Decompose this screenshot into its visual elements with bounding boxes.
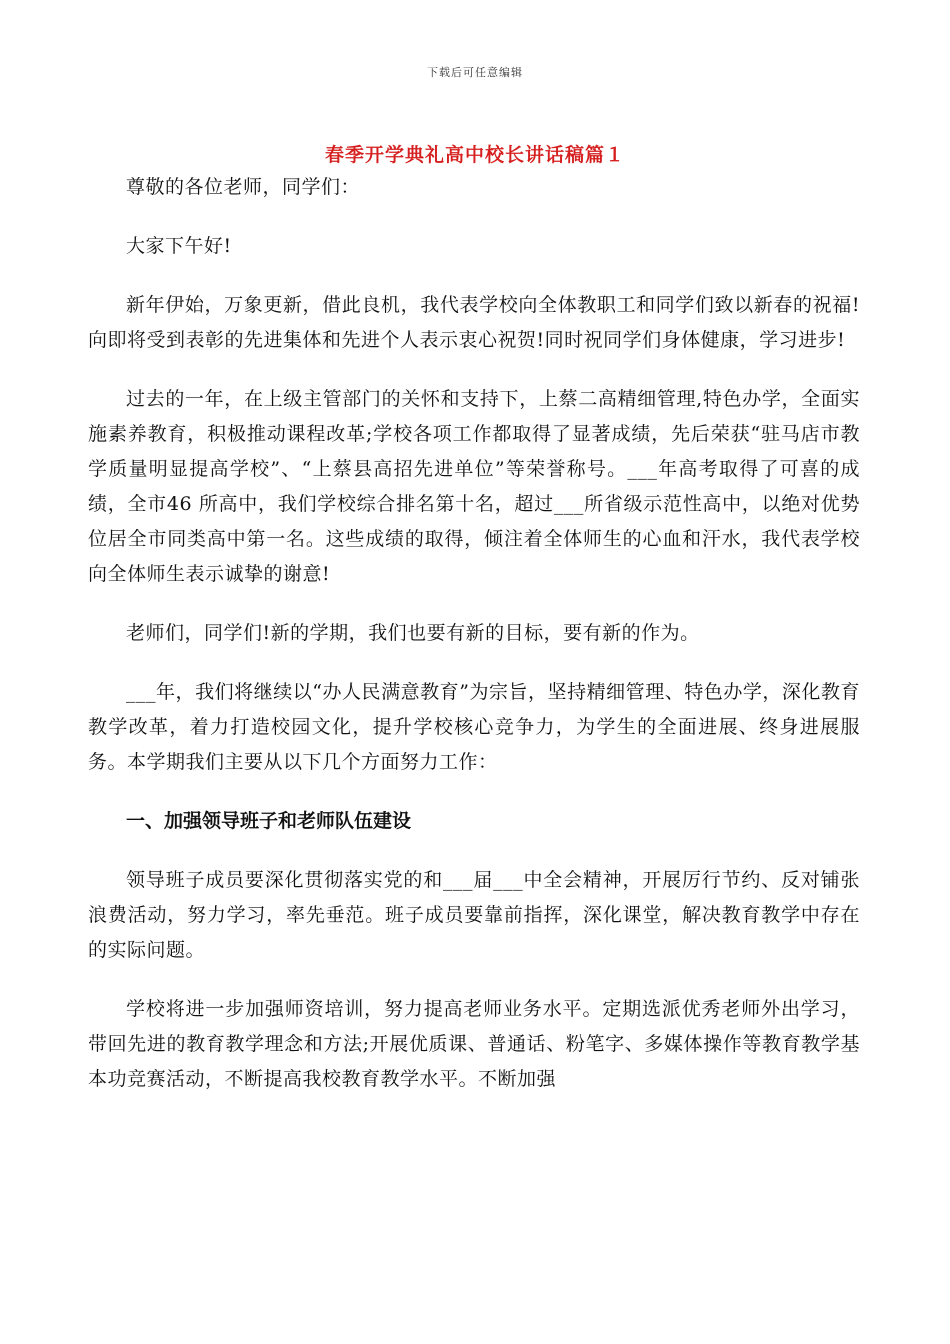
header-note: 下载后可任意编辑 xyxy=(427,66,523,79)
paragraph-new-year: 新年伊始，万象更新，借此良机，我代表学校向全体教职工和同学们致以新春的祝福!向即将受到表彰的先进集体和先进个人表示衷心祝贺!同时祝同学们身体健康，学习进步! xyxy=(88,294,860,351)
paragraph-salutation: 尊敬的各位老师，同学们： xyxy=(126,176,361,198)
section-heading: 一、加强领导班子和老师队伍建设 xyxy=(126,810,412,832)
paragraph-leadership: 领导班子成员要深化贯彻落实党的和___届___中全会精神，开展厉行节约、反对铺张浪费活动，努力学习，率先垂范。班子成员要靠前指挥，深化课堂，解决教育教学中存在的实际问题。 xyxy=(88,869,860,961)
paragraph-training: 学校将进一步加强师资培训，努力提高老师业务水平。定期选派优秀老师外出学习，带回先进的教育教学理念和方法;开展优质课、普通话、粉笔字、多媒体操作等教育教学基本功竞赛活动，不断提高我校教育教学水平。不断加强 xyxy=(88,998,860,1090)
document-title: 春季开学典礼高中校长讲话稿篇１ xyxy=(324,144,625,166)
paragraph-past-year: 过去的一年，在上级主管部门的关怀和支持下，上蔡二高精细管理,特色办学，全面实施素养教育，积极推动课程改革;学校各项工作都取得了显著成绩，先后荣获“驻马店市教学质量明显提高学校”、“上蔡县高招先进单位”等荣誉称号。___年高考取得了可喜的成绩，全市46 所高中，我们学校综合排名第十名，超过___所省级示范性高中，以绝对优势位居全市同类高中第一名。这些成绩的取得，倾注着全体师生的心血和汗水，我代表学校向全体师生表示诚挚的谢意! xyxy=(88,388,860,585)
paragraph-greeting: 大家下午好! xyxy=(126,235,232,257)
paragraph-new-semester: 老师们，同学们!新的学期，我们也要有新的目标，要有新的作为。 xyxy=(126,622,700,644)
document-body xyxy=(88,168,860,1121)
paragraph-plan: ___年，我们将继续以“办人民满意教育”为宗旨，坚持精细管理、特色办学，深化教育教学改革，着力打造校园文化，提升学校核心竞争力，为学生的全面进展、终身进展服务。本学期我们主要从以下几个方面努力工作： xyxy=(88,681,860,773)
